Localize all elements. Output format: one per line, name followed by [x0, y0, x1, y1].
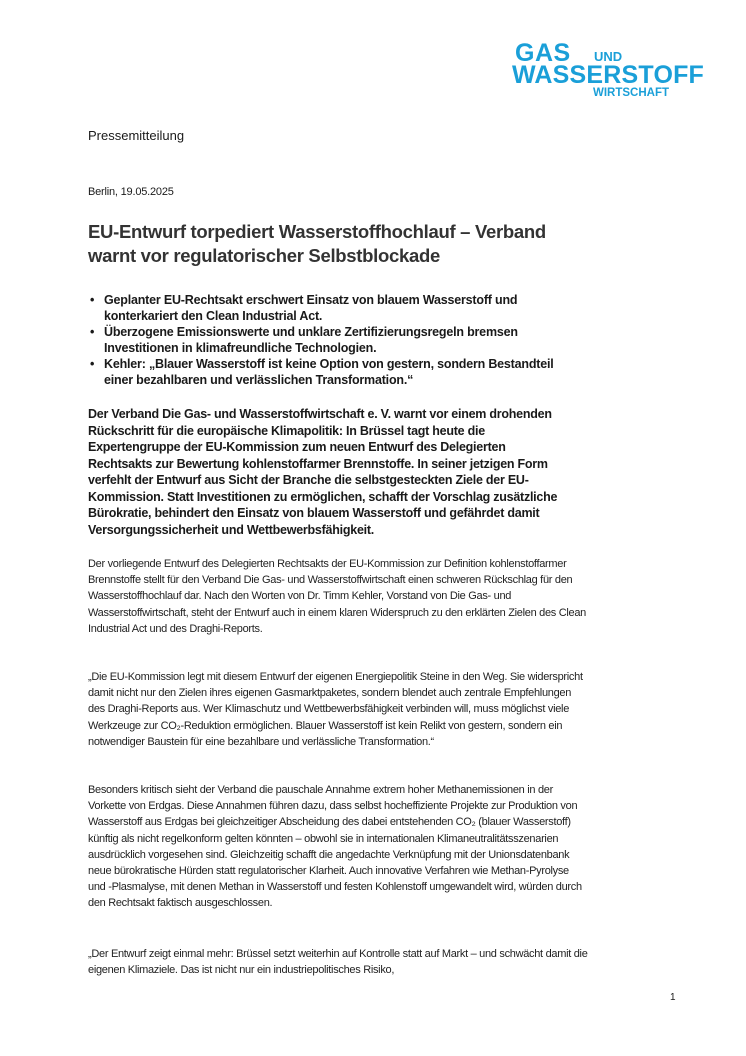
bullet-icon: • [90, 293, 95, 307]
bullet-icon: • [90, 357, 95, 371]
body-paragraph: Besonders kritisch sieht der Verband die pauschale Annahme extrem hoher Methanemissionen in der Vorkette von Erdgas. Diese Annahmen führen dazu, dass selbst hocheffiziente Projekte zur Produktion von Wasserstoff aus Erdgas bei gleichzeitiger Abscheidung des dabei entstehenden CO₂ (blauer Wasserstoff) künftig als nicht regelkonform gelten könnten – obwohl sie in internationalen Klimaneutralitätsszenarien ausdrücklich vorgesehen sind. Gleichzeitig schafft die angedachte Verknüpfung mit der Unionsdatenbank neue bürokratische Hürden statt regulatorischer Klarheit. Auch innovative Verfahren wie Methan-Pyrolyse und -Plasmalyse, mit denen Methan in Wasserstoff und festen Kohlenstoff umgewandelt wird, würden durch den Rechtsakt faktisch ausgeschlossen. [88, 784, 582, 910]
body-paragraph-quote: „Die EU-Kommission legt mit diesem Entwurf der eigenen Energiepolitik Steine in den Weg. Sie widerspricht damit nicht nur den Zielen ihres eigenen Gasmarktpaketes, sondern blendet auch zentrale Empfehlungen des Draghi-Reports aus. Wer Klimaschutz und Wettbewerbsfähigkeit verbinden will, muss möglichst viele Werkzeuge zur CO₂-Reduktion ermöglichen. Blauer Wasserstoff ist kein Relikt von gestern, sondern ein notwendiger Baustein für eine bezahlbare und verlässliche Transformation.“ [88, 671, 583, 748]
logo-line-wirtschaft: WIRTSCHAFT [593, 87, 670, 99]
key-point [88, 292, 568, 324]
logo-line-gas: GAS [515, 39, 571, 67]
bullet-icon: • [90, 325, 95, 339]
key-point-text: Kehler: „Blauer Wasserstoff ist keine Option von gestern, sondern Bestandteil einer bezahlbaren und verlässlichen Transformation.“ [104, 357, 554, 387]
key-point-text: Überzogene Emissionswerte und unklare Zertifizierungsregeln bremsen Investitionen in klimafreundliche Technologien. [104, 325, 518, 355]
key-point-text: Geplanter EU-Rechtsakt erschwert Einsatz von blauem Wasserstoff und konterkariert den Clean Industrial Act. [104, 293, 518, 323]
gas-und-wasserstoff-logo [512, 40, 708, 106]
document-type: Pressemitteilung [88, 128, 185, 143]
body-paragraph: Der vorliegende Entwurf des Delegierten Rechtsakts der EU-Kommission zur Definition kohlenstoffarmer Brennstoffe stellt für den Verband Die Gas- und Wasserstoffwirtschaft einen schweren Rückschlag für den Wasserstoffhochlauf dar. Nach den Worten von Dr. Timm Kehler, Vorstand von Die Gas- und Wasserstoffwirtschaft, steht der Entwurf auch in einem klaren Widerspruch zu den erklärten Zielen des Clean Industrial Act und des Draghi-Reports. [88, 558, 586, 635]
key-point [88, 356, 568, 388]
page-number: 1 [670, 992, 676, 1003]
lead-paragraph: Der Verband Die Gas- und Wasserstoffwirtschaft e. V. warnt vor einem drohenden Rückschritt für die europäische Klimapolitik: In Brüssel tagt heute die Expertengruppe der EU-Kommission zum neuen Entwurf des Delegierten Rechtsakts zur Bewertung kohlenstoffarmer Brennstoffe. In seiner jetzigen Form verfehlt der Entwurf aus Sicht der Branche die selbstgesteckten Ziele der EU-Kommission. Statt Investitionen zu ermöglichen, schafft der Vorschlag zusätzliche Bürokratie, behindert den Einsatz von blauem Wasserstoff und gefährdet damit Versorgungssicherheit und Wettbewerbsfähigkeit. [88, 407, 558, 537]
logo-word-und: UND [594, 49, 623, 64]
body-paragraph-quote: „Der Entwurf zeigt einmal mehr: Brüssel setzt weiterhin auf Kontrolle statt auf Markt – und schwächt damit die eigenen Klimaziele. Das ist nicht nur ein industriepolitisches Risiko, [88, 948, 588, 977]
logo-line-wasserstoff: WASSERSTOFF [512, 61, 705, 89]
key-points-list [88, 292, 568, 388]
place-date: Berlin, 19.05.2025 [88, 186, 174, 198]
key-point [88, 324, 568, 356]
headline: EU-Entwurf torpediert Wasserstoffhochlauf – Verband warnt vor regulatorischer Selbstblockade [88, 221, 546, 266]
